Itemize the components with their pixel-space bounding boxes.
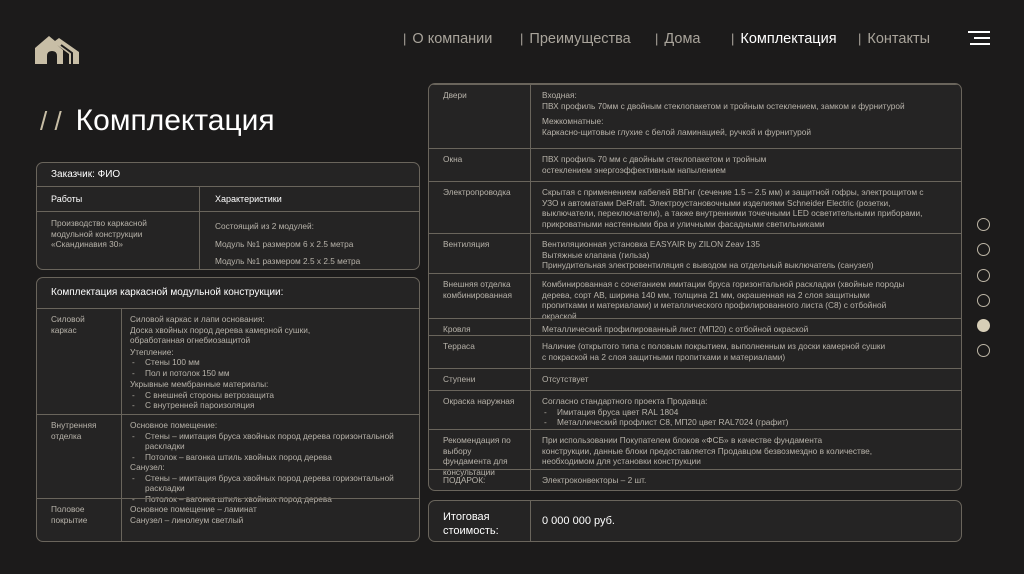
row-value: Отсутствует [542, 374, 589, 384]
nav-about[interactable]: | О компании [403, 31, 493, 47]
row-value: Комбинированная с сочетанием имитации бруса горизонтальной раскладки (хвойные породы дерева, сорт АВ, ширина 140 мм, толщина 21 мм, окрашенная на 2 слоя защитными пропитками и материалами) и металлического профилированного листа (С8) с отбойной окраской [542, 279, 905, 321]
total-label: Итоговая стоимость: [443, 511, 499, 537]
nav-equipment[interactable]: | Комплектация [731, 31, 837, 47]
pager-dot[interactable] [977, 218, 990, 231]
work-cell: Производство каркасной модульной конструкции «Скандинавия 30» [51, 218, 147, 249]
table-row [429, 181, 961, 233]
row-value: При использовании Покупателем блоков «ФСБ» в качестве фундамента конструкции, данные блоки предоставляется Продавцом безвозмездно в количестве, необходимом для установки конструкции [542, 435, 873, 466]
table-row [37, 414, 419, 504]
row-value: Вентиляционная установка EASYAIR by ZILON Zeav 135 Вытяжные клапана (гильза) Принудительная электровентиляция с выводом на отдельный выключатель (санузел) [542, 239, 874, 270]
table-row [429, 390, 961, 429]
row-value: Скрытая с применением кабелей ВВГнг (сечение 1.5 – 2.5 мм) и защитной гофры, электрощитом с УЗО и автоматами DeRraft. Электроустановочными изделиями Schneider Electric (розетки, выключатели, переключатели), а также внутренними точечными LED осветительными приборами, прикроватными настенными бра и уличными фасадными светильниками [542, 187, 924, 229]
pager-dot[interactable] [977, 344, 990, 357]
menu-icon[interactable] [968, 31, 990, 47]
table-row [429, 335, 961, 368]
row-label: Рекомендация по выбору фундамента для консультации [443, 435, 511, 477]
pager-dot[interactable] [977, 243, 990, 256]
nav-advantages[interactable]: | Преимущества [520, 31, 631, 47]
row-value: Основное помещение: - Стены – имитация бруса хвойных пород дерева горизонтальной раскладки - Потолок – вагонка штиль хвойных пород дерева Санузел: - Стены – имитация бруса хвойных пород дерева горизонтальной раскладки - Потолок – вагонка штиль хвойных пород дерева [130, 415, 394, 498]
row-value: Основное помещение – ламинат Санузел – линолеум светлый [130, 504, 257, 525]
row-label: ПОДАРОК: [443, 475, 486, 485]
pager-dot[interactable] [977, 319, 990, 332]
nav-label: Комплектация [740, 31, 837, 47]
pager-dot[interactable] [977, 294, 990, 307]
table-row [429, 84, 961, 148]
row-value: Металлический профилированный лист (МП20) с отбойной окраской [542, 324, 809, 334]
row-value: Согласно стандартного проекта Продавца: - Имитация бруса цвет RAL 1804 - Металлический профлист С8, МП20 цвет RAL7024 (графит) [542, 391, 788, 429]
row-label: Внутренняя отделка [51, 420, 97, 441]
customer-title: Заказчик: ФИО [51, 169, 121, 180]
row-label: Внешняя отделка комбинированная [443, 279, 512, 300]
table-row [429, 368, 961, 390]
row-label: Терраса [443, 341, 475, 351]
pager-dot[interactable] [977, 269, 990, 282]
row-value: Силовой каркас и лапи основания: Доска хвойных пород дерева камерной сушки, обработанная огнебиозащитой Утепление: - Стены 100 мм - Пол и потолок 150 мм Укрывные мембранные материалы: - С внешней стороны ветрозащита - С внутренней пароизоляция [130, 309, 310, 414]
customer-panel [36, 162, 420, 270]
nav-label: Контакты [867, 31, 931, 47]
row-value: Наличие (открытого типа с половым покрытием, выполненным из доски камерной сушки с покраской на 2 слоя защитными пропитками и материалами) [542, 341, 886, 362]
row-label: Окна [443, 154, 463, 164]
frame-title: Комплектация каркасной модульной конструкции: [51, 287, 284, 298]
col-works: Работы [51, 194, 83, 204]
row-label: Окраска наружная [443, 396, 515, 406]
specs-panel [428, 83, 962, 491]
frame-panel [36, 277, 420, 542]
table-row [37, 498, 419, 542]
row-label: Ступени [443, 374, 476, 384]
nav-houses[interactable]: | Дома [655, 31, 701, 47]
nav-label: Дома [664, 31, 701, 47]
table-row [429, 469, 961, 491]
total-panel [428, 500, 962, 542]
house-logo-icon[interactable] [35, 32, 79, 64]
row-label: Электропроводка [443, 187, 511, 197]
page-title [40, 104, 275, 138]
row-label: Половое покрытие [51, 504, 88, 525]
col-specs: Характеристики [215, 194, 282, 204]
nav-label: Преимущества [529, 31, 631, 47]
title-text: Комплектация [75, 104, 275, 137]
row-label: Вентиляция [443, 239, 490, 249]
title-prefix: / / [40, 106, 62, 136]
specs-cell: Состоящий из 2 модулей: Модуль №1 размером 6 х 2.5 метра Модуль №1 размером 2.5 х 2.5 метра [215, 221, 361, 266]
table-row [429, 233, 961, 273]
row-label: Силовой каркас [51, 314, 85, 335]
nav-label: О компании [412, 31, 493, 47]
nav-contacts[interactable]: | Контакты [858, 31, 931, 47]
slide-pager [977, 218, 990, 370]
row-value: Электроконвекторы – 2 шт. [542, 475, 647, 485]
row-value: ПВХ профиль 70 мм с двойным стеклопакетом и тройным остеклением энергоэффективным напылением [542, 154, 767, 175]
table-row [429, 429, 961, 477]
table-row [429, 273, 961, 321]
table-row [429, 148, 961, 181]
table-row [429, 318, 961, 335]
row-value: Входная: ПВХ профиль 70мм с двойным стеклопакетом и тройным остеклением, замком и фурнитурой Межкомнатные: Каркасно-щитовые глухие с белой ламинацией, ручкой и фурнитурой [542, 90, 905, 137]
row-label: Двери [443, 90, 467, 100]
total-value: 0 000 000 руб. [542, 515, 615, 527]
row-label: Кровля [443, 324, 471, 334]
table-row [37, 308, 419, 414]
